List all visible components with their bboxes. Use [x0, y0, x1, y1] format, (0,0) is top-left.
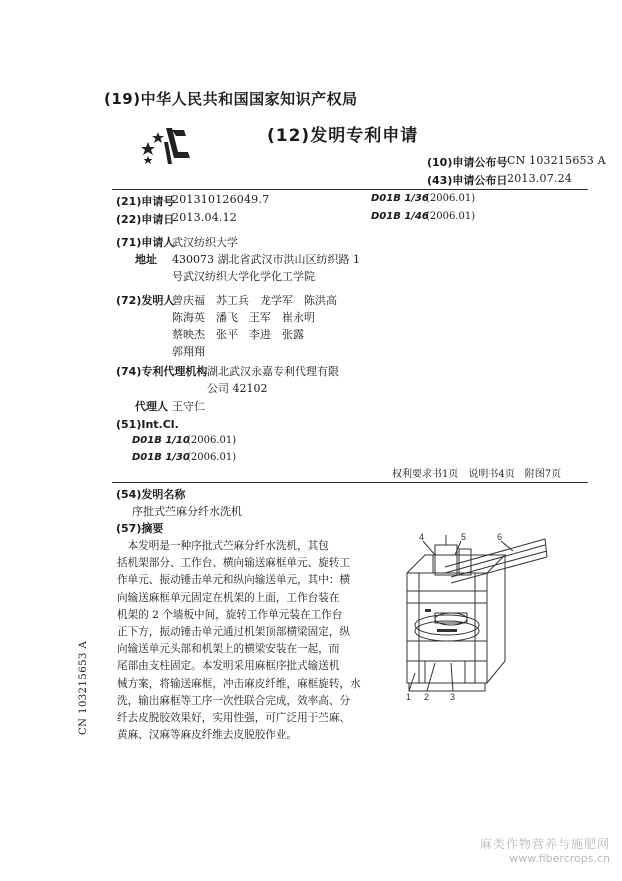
- watermark-line1: 麻类作物营养与施肥网: [479, 837, 610, 851]
- figure-label: 6: [497, 533, 503, 542]
- intcl-year: (2006.01): [187, 452, 237, 463]
- abstract-line: 向输送麻框单元固定在机架的上面，工作台装在: [117, 591, 340, 604]
- pages-summary: 权利要求书1页 说明书4页 附图7页: [392, 469, 562, 480]
- pub-no: CN 103215653 A: [507, 154, 606, 167]
- intcl-code: D01B 1/46: [371, 211, 429, 222]
- figure-label: 2: [424, 692, 430, 702]
- figure-label: 5: [461, 533, 467, 542]
- intcl-year: (2006.01): [426, 193, 476, 204]
- agency-line1: 湖北武汉永嘉专利代理有限: [207, 365, 339, 378]
- pub-date-label: (43)申请公布日: [427, 174, 508, 187]
- figure-label: 3: [450, 692, 456, 702]
- inventors-line: 陈海英 潘飞 王军 崔永明: [172, 311, 315, 324]
- office-title: (19)中华人民共和国国家知识产权局: [104, 90, 358, 108]
- abstract-line: 械方案，将输送麻框，冲击麻皮纤维，麻框旋转，水: [117, 677, 361, 690]
- agency-line2: 公司 42102: [207, 382, 268, 395]
- invention-title: 序批式苎麻分纤水洗机: [132, 505, 242, 518]
- intcl-year: (2006.01): [426, 211, 476, 222]
- cnipa-logo-icon: [138, 124, 196, 168]
- figure-label: 4: [419, 533, 425, 542]
- abstract-line: 机架的 2 个墙板中间，旋转工作单元装在工作台: [117, 608, 343, 621]
- address-line1: 430073 湖北省武汉市洪山区纺织路 1: [172, 253, 360, 266]
- machine-drawing: [395, 533, 555, 703]
- inventors-line: 蔡映杰 张平 李进 张露: [172, 328, 304, 341]
- inventors-line: 曾庆福 苏工兵 龙学军 陈洪高: [172, 294, 337, 307]
- address-line2: 号武汉纺织大学化学化工学院: [172, 270, 315, 283]
- agent-label: 代理人: [135, 400, 168, 413]
- abstract-line: 尾部由支柱固定。本发明采用麻框序批式输送机: [117, 660, 340, 673]
- app-date: 2013.04.12: [172, 211, 237, 224]
- watermark-line2: www.fibercrops.cn: [509, 852, 610, 865]
- intcl-label: (51)Int.Cl.: [116, 418, 179, 431]
- intcl-year: (2006.01): [187, 435, 237, 446]
- divider-bottom: [112, 482, 588, 483]
- address-label: 地址: [135, 253, 157, 266]
- agent: 王守仁: [172, 400, 205, 413]
- agency-label: (74)专利代理机构: [116, 365, 208, 378]
- intcl-code: D01B 1/36: [371, 193, 429, 204]
- abstract-line: 黄麻、汉麻等麻皮纤维去皮脱胶作业。: [117, 729, 298, 742]
- abstract-label: (57)摘要: [116, 522, 164, 535]
- inventors-label: (72)发明人: [116, 294, 175, 307]
- app-no: 201310126049.7: [172, 193, 270, 206]
- side-pub-no: CN 103215653 A: [78, 640, 89, 735]
- doc-type-title: (12)发明专利申请: [267, 126, 419, 146]
- watermark: [480, 835, 610, 865]
- abstract-line: 洗，输出麻框等工序一次性联合完成，效率高、分: [117, 694, 351, 707]
- applicant-label: (71)申请人: [116, 236, 175, 249]
- abstract-line: 作单元、振动锤击单元和纵向输送单元，其中：横: [117, 574, 351, 587]
- pub-date: 2013.07.24: [507, 172, 572, 185]
- pub-no-label: (10)申请公布号: [427, 156, 508, 169]
- app-date-label: (22)申请日: [116, 213, 175, 226]
- abstract-line: 本发明是一种序批式苎麻分纤水洗机，其包: [117, 540, 329, 552]
- app-no-label: (21)申请号: [116, 195, 175, 208]
- title-label: (54)发明名称: [116, 488, 186, 501]
- applicant: 武汉纺织大学: [172, 236, 238, 249]
- inventors-line: 郭翔翔: [172, 345, 205, 358]
- intcl-code: D01B 1/10: [132, 435, 190, 446]
- abstract-text: [117, 538, 361, 744]
- figure-label: 1: [406, 692, 412, 702]
- abstract-line: 括机架部分、工作台、横向输送麻框单元、旋转工: [117, 557, 351, 570]
- intcl-code: D01B 1/30: [132, 452, 190, 463]
- divider-top: [112, 189, 588, 190]
- abstract-line: 纤去皮脱胶效果好，实用性强，可广泛用于苎麻、: [117, 712, 351, 725]
- abstract-line: 向输送单元头部和机架上的横梁安装在一起，而: [117, 643, 340, 656]
- abstract-line: 正下方，振动锤击单元通过机架顶部横梁固定，纵: [117, 626, 351, 639]
